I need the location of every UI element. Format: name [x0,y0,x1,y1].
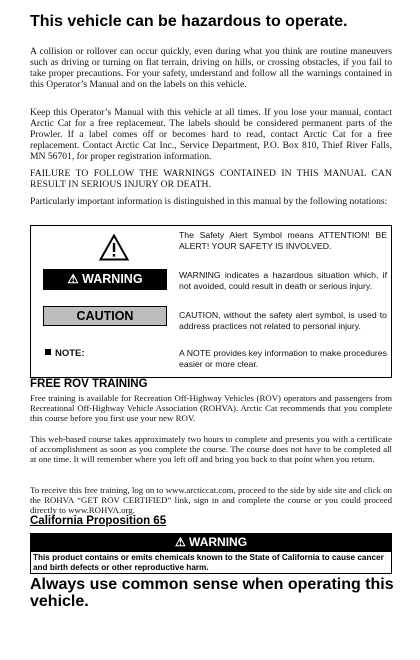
caution-label: CAUTION [43,306,167,326]
bullet-square-icon [45,349,51,355]
hazard-paragraph-failure: FAILURE TO FOLLOW THE WARNINGS CONTAINED IN THIS MANUAL CAN RESULT IN SERIOUS INJURY OR DEATH. [30,168,392,190]
prop65-warning-label: ⚠ WARNING [30,533,392,552]
hazard-paragraph-manual: Keep this Operator’s Manual with this vehicle at all times. If you lose your manual, contact Arctic Cat for a free replacement. The labels should be considered permanent parts of the Prowler. If a label comes off or becomes hard to read, contact Arctic Cat for a free replacement. Contact Arctic Cat Inc., Service Department, P.O. Box 810, Thief River Falls, MN 56701, for proper registration information. [30,107,392,162]
note-description: A NOTE provides key information to make procedures easier or more clear. [179,348,387,369]
closing-statement: Always use common sense when operating this vehicle. [30,576,394,610]
rov-paragraph-signup: To receive this free training, log on to www.arcticcat.com, proceed to the side by side site and click on the ROHVA “GET ROV CERTIFIED” link, sign in and complete the course or you could proceed directly to www.ROHVA.org. [30,485,392,516]
safety-alert-icon [99,234,129,261]
hazard-paragraph-collision: A collision or rollover can occur quickly, even during what you think are routine maneuvers such as driving or turning on flat terrain, driving on hills, or crossing obstacles, if you fail to take proper precautions. For your safety, understand and follow all the warnings contained in this Operator’s Manual and on the labels on this vehicle. [30,46,392,90]
note-label [45,348,85,359]
hazard-paragraph-notations: Particularly important information is distinguished in this manual by the following notations: [30,196,388,207]
rov-training-heading: FREE ROV TRAINING [30,378,148,390]
note-label-text: NOTE: [55,348,85,359]
notations-table [30,225,392,378]
warning-label: ⚠ WARNING [43,269,167,290]
hazard-title: This vehicle can be hazardous to operate. [30,13,348,30]
prop65-warning-text: This product contains or emits chemicals known to the State of California to cause cancer and birth defects or other reproductive harm. [30,552,392,574]
rov-paragraph-training: Free training is available for Recreation Off-Highway Vehicles (ROV) operators and passengers from Recreational Off-Highway Vehicle Association (ROHVA). Arctic Cat recommends that you complete this course before you first use your new ROV. [30,393,392,424]
caution-description: CAUTION, without the safety alert symbol, is used to address practices not related to personal injury. [179,310,387,331]
warning-description: WARNING indicates a hazardous situation which, if not avoided, could result in death or serious injury. [179,270,387,291]
safety-alert-description: The Safety Alert Symbol means ATTENTION! BE ALERT! YOUR SAFETY IS INVOLVED. [179,230,387,251]
prop65-heading: California Proposition 65 [30,515,167,527]
rov-paragraph-course: This web-based course takes approximately two hours to complete and presents you with a certificate of accomplishment as soon as you complete the course. The course does not have to be completed all at one time. It will remember where you left off and bring you back to that point when you return. [30,434,392,465]
